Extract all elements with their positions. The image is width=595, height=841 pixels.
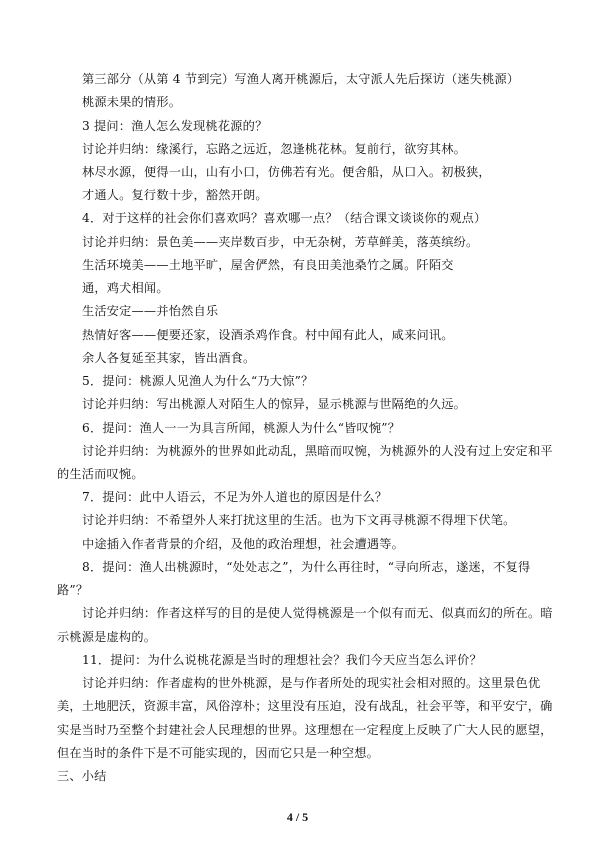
text-line: 生活安定——并怡然自乐 (82, 304, 219, 319)
text-line: 通，鸡犬相闻。 (82, 281, 169, 296)
text-line: 讨论并归纳：作者虚构的世外桃源，是与作者所处的现实社会相对照的。这里景色优 (82, 676, 541, 691)
text-line: 的生活而叹惋。 (57, 467, 144, 481)
text-line: 余人各复延至其家，皆出酒食。 (82, 350, 256, 365)
text-line: 11．提问：为什么说桃花源是当时的理想社会？我们今天应当怎么评价？ (82, 652, 482, 667)
text-line: 7．提问：此中人语云，不足为外人道也的原因是什么？ (82, 490, 388, 505)
text-line: 讨论并归纳：写出桃源人对陌生人的惊异，显示桃源与世隔绝的久远。 (82, 397, 467, 412)
text-line: 生活环境美——土地平旷，屋舍俨然，有良田美池桑竹之属。阡陌交 (82, 257, 454, 272)
text-line: 美，土地肥沃，资源丰富，风俗淳朴；这里没有压迫，没有战乱，社会平等，和平安宁，确 (57, 699, 553, 714)
text-line: 第三部分（从第 4 节到完）写渔人离开桃源后，太守派人先后探访（迷失桃源） (82, 72, 520, 86)
text-line: 8．提问：渔人出桃源时，“处处志之”，为什么再往时，“寻向所志，遂迷，不复得 (82, 559, 531, 574)
text-line: 林尽水源，便得一山，山有小口，仿佛若有光。便舍船，从口入。初极狭， (82, 164, 491, 179)
text-line: 热情好客——便要还家，设酒杀鸡作食。村中闻有此人，咸来问讯。 (82, 327, 454, 342)
text-line: 但在当时的条件下是不可能实现的，因而它只是一种空想。 (57, 745, 380, 760)
text-line: 才通人。复行数十步，豁然开朗。 (82, 188, 268, 203)
text-line: 实是当时乃至整个封建社会人民理想的世界。这理想在一定程度上反映了广大人民的愿望， (57, 722, 553, 737)
text-line: 讨论并归纳：景色美——夹岸数百步，中无杂树，芳草鲜美，落英缤纷。 (82, 234, 479, 249)
text-line: 示桃源是虚构的。 (57, 629, 157, 644)
text-line: 路”？ (57, 583, 89, 598)
text-line: 桃源未果的情形。 (82, 95, 182, 110)
text-line: 讨论并归纳：不希望外人来打扰这里的生活。也为下文再寻桃源不得埋下伏笔。 (82, 513, 516, 528)
text-line: 6．提问：渔人一一为具言所闻，桃源人为什么“皆叹惋”？ (82, 420, 401, 435)
text-line: 5．提问：桃源人见渔人为什么“乃大惊”？ (82, 374, 314, 388)
text-line: 4．对于这样的社会你们喜欢吗？喜欢哪一点？（结合课文谈谈你的观点） (82, 211, 487, 226)
text-line: 讨论并归纳：为桃源外的世界如此动乱，黑暗而叹惋，为桃源外的人没有过上安定和平 (82, 443, 553, 458)
section-heading: 三、小结 (57, 769, 107, 783)
text-line: 讨论并归纳：作者这样写的目的是使人觉得桃源是一个似有而无、似真而幻的所在。暗 (82, 606, 553, 621)
text-line: 讨论并归纳：缘溪行，忘路之远近，忽逢桃花林。复前行，欲穷其林。 (82, 141, 467, 156)
text-line: 3 提问：渔人怎么发现桃花源的？ (82, 118, 268, 133)
text-line: 中途插入作者背景的介绍，及他的政治理想，社会遭遇等。 (82, 536, 405, 551)
page-number: 4 / 5 (286, 810, 309, 824)
